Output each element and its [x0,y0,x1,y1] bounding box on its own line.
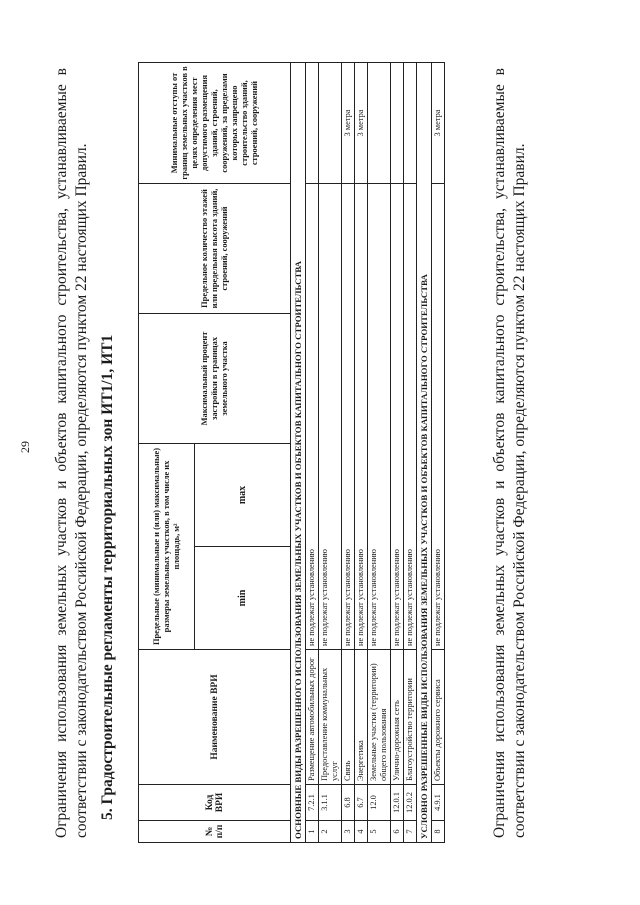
cell-code: 12.0 [368,785,391,821]
cell-setback [404,63,417,184]
table-row [432,63,445,843]
cell-num: 6 [391,821,404,843]
cell-code: 12.0.2 [404,785,417,821]
header-code: Код ВРИ [139,785,291,821]
cell-setback: 3 метра [342,63,355,184]
cell-code: 12.0.1 [391,785,404,821]
cell-num: 8 [432,821,445,843]
cell-num: 7 [404,821,417,843]
cell-code: 6.7 [355,785,368,821]
cell-num: 2 [319,821,342,843]
header-max: max [195,444,291,547]
cell-num: 5 [368,821,391,843]
cell-setback: 3 метра [432,63,445,184]
header-min: min [195,547,291,650]
header-floors: Предельное количество этажей или предельная высота зданий, строений, сооружений [139,184,291,314]
table-row [342,63,355,843]
section-title: 5. Градостроительные регламенты территориальных зон ИТ1/1, ИТ1 [99,334,116,820]
cell-num: 4 [355,821,368,843]
table-row [391,63,404,843]
cell-setback [391,63,404,184]
header-percent: Максимальный процент застройки в границах земельного участка [139,314,291,444]
top-paragraph [52,68,92,838]
cell-code: 6.8 [342,785,355,821]
table-row [306,63,319,843]
cell-code: 4.9.1 [432,785,445,821]
cell-name: Земельные участки (территории) общего пользования [368,650,391,785]
cell-sizes: не подлежат установлению [432,184,445,650]
bottom-paragraph-line-1: Ограничения использования земельных участков и объектов капитального строительства, устанавливаемые в [491,68,508,838]
cell-name: Связь [342,650,355,785]
cell-setback: 3 метра [355,63,368,184]
top-paragraph-line-1: Ограничения использования земельных участков и объектов капитального строительства, устанавливаемые в [53,68,70,838]
regulations-table [138,62,445,843]
header-num: № п/п [139,821,291,843]
table-row [355,63,368,843]
header-sizes-text: Предельные (минимальные и (или) максимальные) размеры земельных участков, в том числе их площадь, м² [151,447,181,646]
cell-name: Размещение автомобильных дорог [306,650,319,785]
cell-sizes: не подлежат установлению [368,184,391,650]
cell-sizes: не подлежат установлению [355,184,368,650]
bottom-paragraph-line-2: соответствии с законодательством Российской Федерации, определяются пунктом 22 настоящих Правил. [511,143,528,838]
section-row-conditional: УСЛОВНО РАЗРЕШЕННЫЕ ВИДЫ ИСПОЛЬЗОВАНИЯ ЗЕМЕЛЬНЫХ УЧАСТКОВ И ОБЪЕКТОВ КАПИТАЛЬНОГО СТРОИТЕЛЬСТВА [417,63,432,843]
cell-code: 3.1.1 [319,785,342,821]
table-row [404,63,417,843]
cell-sizes: не подлежат установлению [404,184,417,650]
header-sizes [139,444,195,650]
cell-name: Благоустройство территории [404,650,417,785]
cell-name: Улично-дорожная сеть [391,650,404,785]
section-row-main: ОСНОВНЫЕ ВИДЫ РАЗРЕШЕННОГО ИСПОЛЬЗОВАНИЯ ЗЕМЕЛЬНЫХ УЧАСТКОВ И ОБЪЕКТОВ КАПИТАЛЬНОГО СТРОИТЕЛЬСТВА [291,63,306,843]
cell-sizes: не подлежат установлению [319,184,342,650]
top-paragraph-line-2: соответствии с законодательством Российской Федерации, определяются пунктом 22 настоящих Правил. [73,143,90,838]
cell-name: Объекты дорожного сервиса [432,650,445,785]
cell-num: 3 [342,821,355,843]
page-number: 29 [18,441,32,453]
cell-sizes: не подлежат установлению [306,184,319,650]
cell-name: Энергетика [355,650,368,785]
cell-setback [319,63,342,184]
cell-code: 7.2.1 [306,785,319,821]
cell-sizes: не подлежат установлению [342,184,355,650]
table-row [319,63,342,843]
cell-sizes: не подлежат установлению [391,184,404,650]
bottom-paragraph [490,68,530,838]
cell-setback [306,63,319,184]
cell-name: Предоставление коммунальных услуг [319,650,342,785]
cell-setback [368,63,391,184]
header-setback: Минимальные отступы от границ земельных участков в целях определения мест допустимого размещения зданий, строений, сооружений, за пределами которых запрещено строительство зданий, строений, сооружений [139,63,291,184]
table-row [368,63,391,843]
cell-num: 1 [306,821,319,843]
header-name: Наименование ВРИ [139,650,291,785]
